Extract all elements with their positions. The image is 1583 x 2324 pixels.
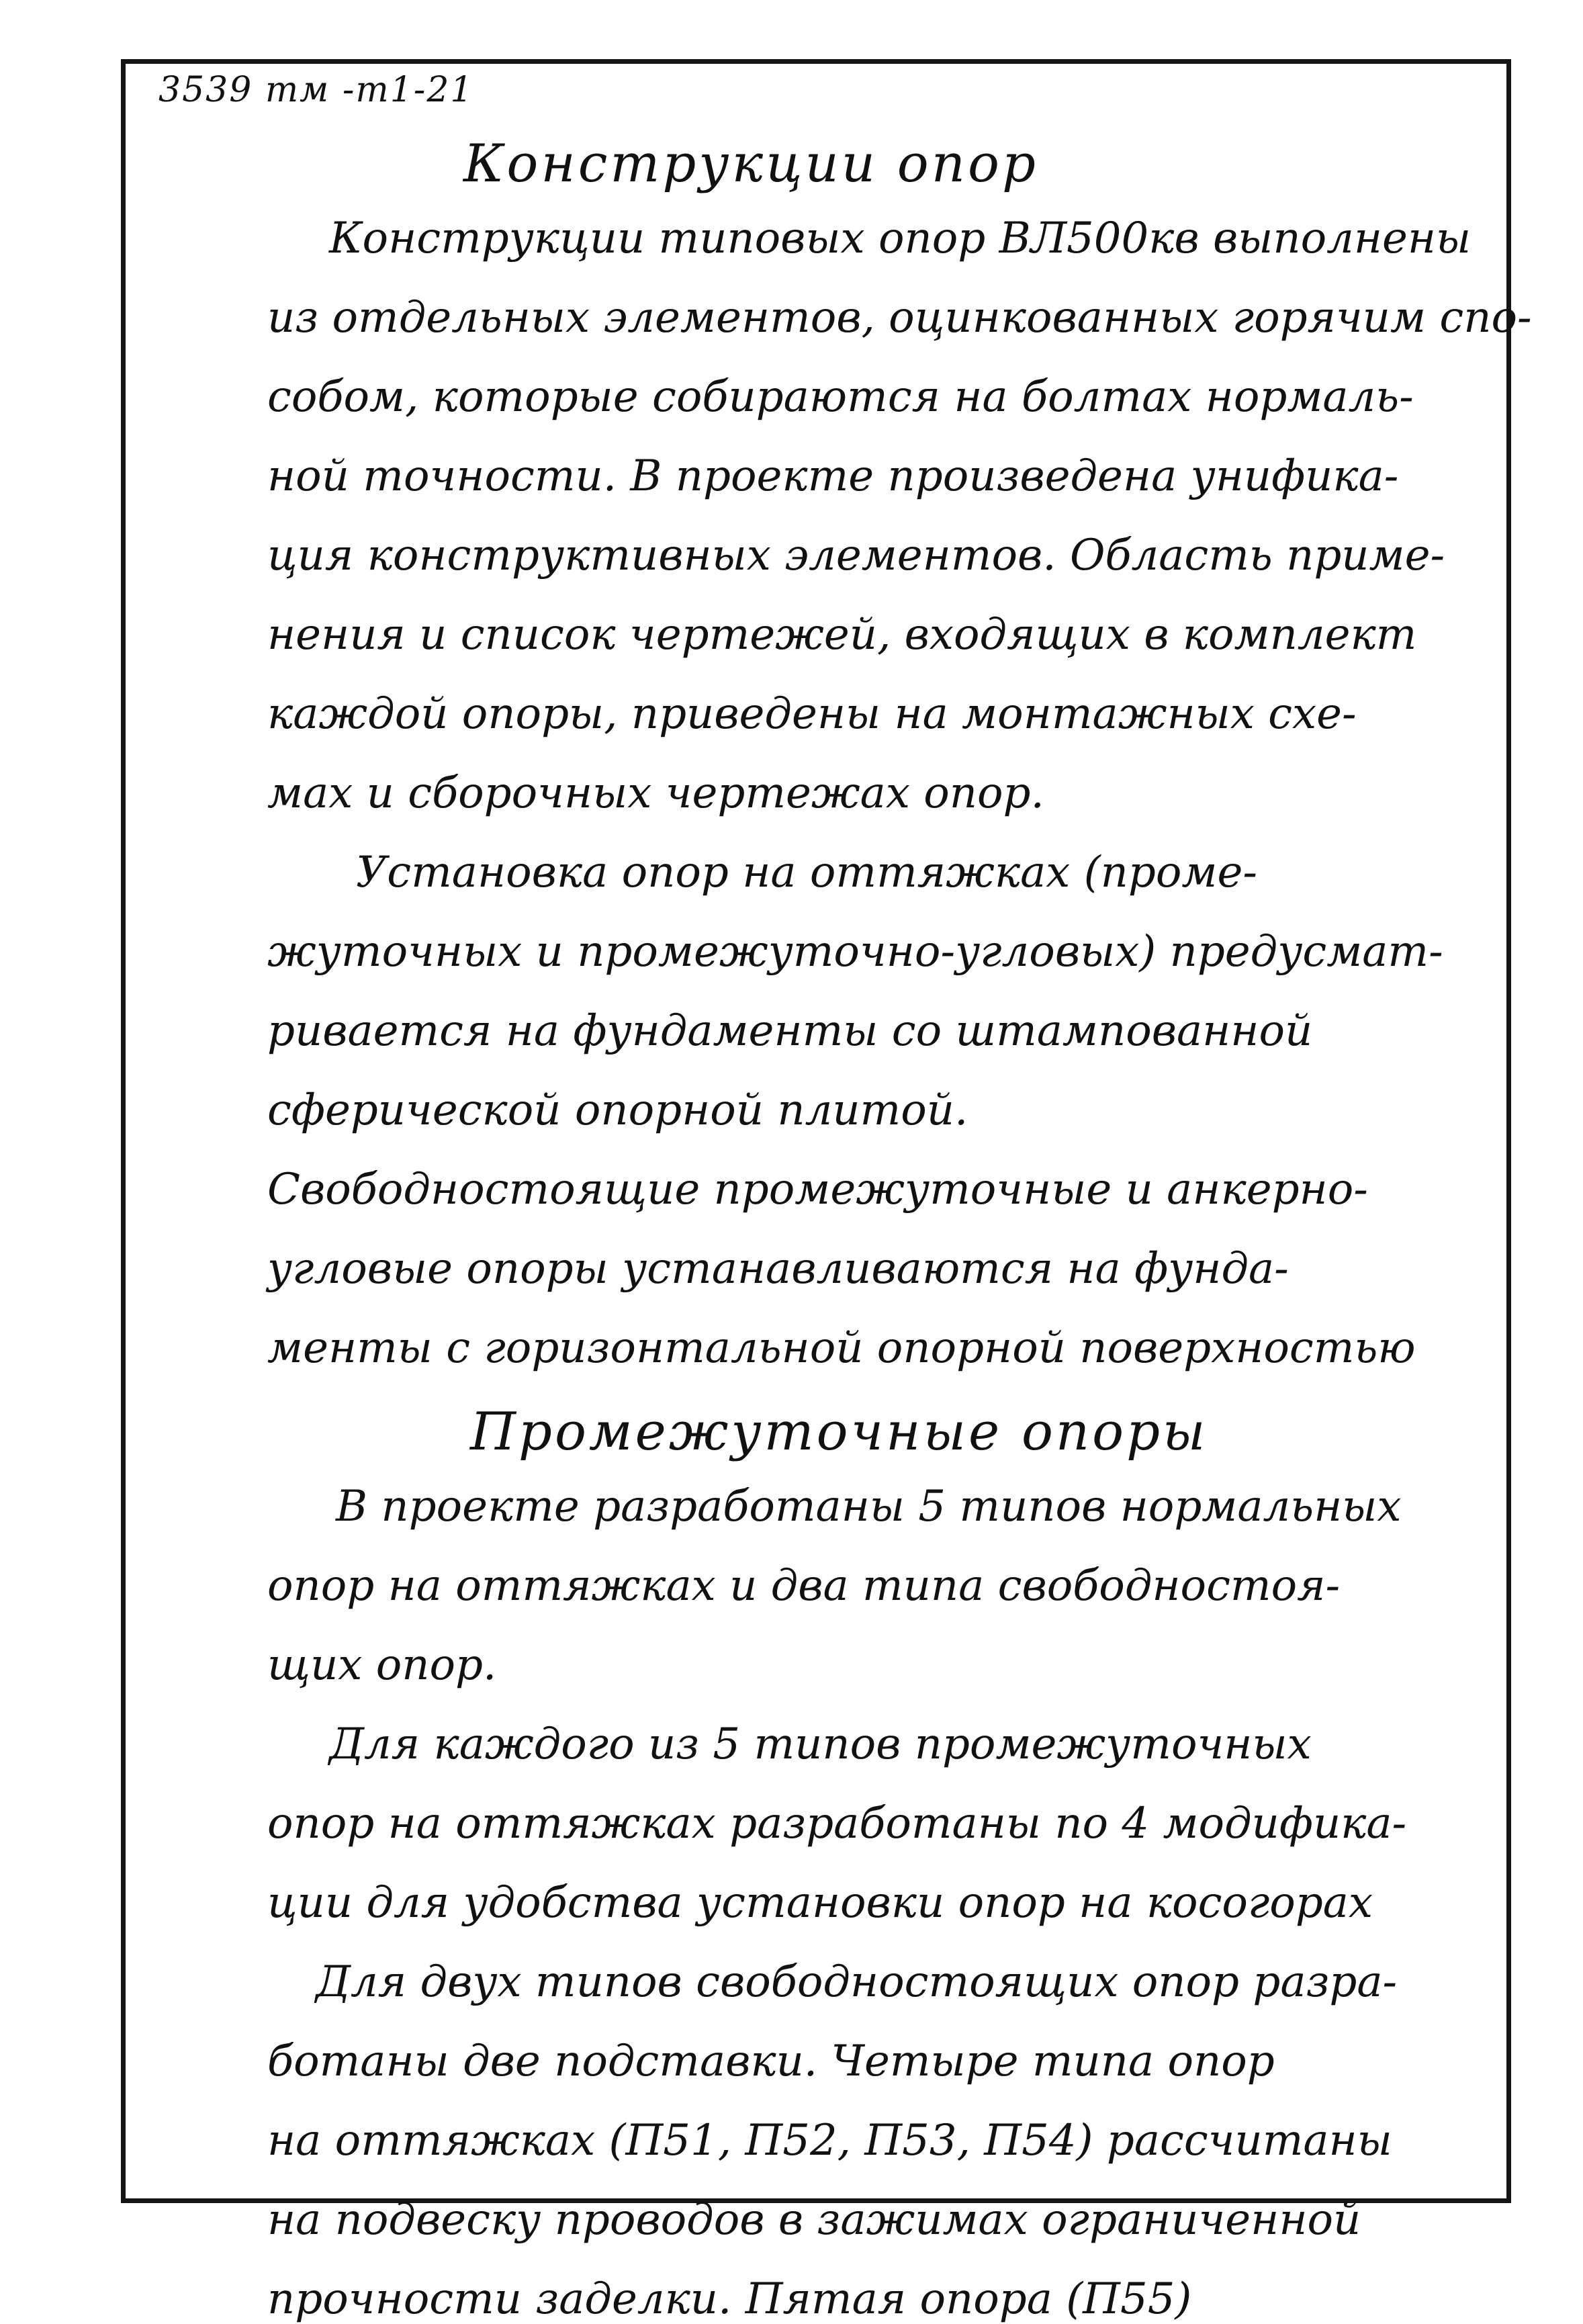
text-line: Свободностоящие промежуточные и анкерно-: [267, 1165, 1368, 1214]
text-line: мах и сборочных чертежах опор.: [267, 768, 1044, 818]
text-line: каждой опоры, приведены на монтажных схе-: [267, 689, 1357, 739]
text-line: ривается на фундаменты со штампованной: [267, 1006, 1313, 1056]
text-line: ной точности. В проекте произведена унифика-: [267, 451, 1399, 501]
document-title: Конструкции опор: [463, 134, 1038, 194]
text-line: Для каждого из 5 типов промежуточных: [329, 1719, 1312, 1769]
text-line: щих опор.: [267, 1640, 497, 1690]
text-line: угловые опоры устанавливаются на фунда-: [267, 1244, 1289, 1294]
text-line: сферической опорной плитой.: [267, 1085, 968, 1135]
text-line: Конструкции типовых опор ВЛ500кв выполнены: [329, 214, 1472, 263]
text-line: собом, которые собираются на болтах нормаль-: [267, 372, 1414, 422]
text-line: на подвеску проводов в зажимах ограниченной: [267, 2195, 1361, 2245]
text-line: жуточных и промежуточно-угловых) предусмат-: [267, 927, 1443, 977]
text-line: менты с горизонтальной опорной поверхностью: [267, 1323, 1416, 1373]
text-line: прочности заделки. Пятая опора (П55): [267, 2274, 1192, 2324]
text-line: Установка опор на оттяжках (проме-: [356, 848, 1257, 897]
text-line: ции для удобства установки опор на косогорах: [267, 1878, 1373, 1928]
text-line: Для двух типов свободностоящих опор разра-: [316, 1957, 1398, 2007]
text-line: нения и список чертежей, входящих в комплект: [267, 610, 1417, 660]
text-line: на оттяжках (П51, П52, П53, П54) рассчитаны: [267, 2116, 1392, 2165]
text-line: ботаны две подставки. Четыре типа опор: [267, 2037, 1275, 2086]
document-code: 3539 тм -т1-21: [159, 70, 474, 110]
section-title: Промежуточные опоры: [470, 1402, 1208, 1462]
text-line: ция конструктивных элементов. Область приме-: [267, 531, 1445, 580]
text-line: В проекте разработаны 5 типов нормальных: [336, 1482, 1402, 1531]
text-line: из отдельных элементов, оцинкованных горячим спо-: [267, 293, 1532, 343]
text-line: опор на оттяжках разработаны по 4 модифика-: [267, 1799, 1407, 1848]
text-line: опор на оттяжках и два типа свободностоя-: [267, 1561, 1341, 1611]
